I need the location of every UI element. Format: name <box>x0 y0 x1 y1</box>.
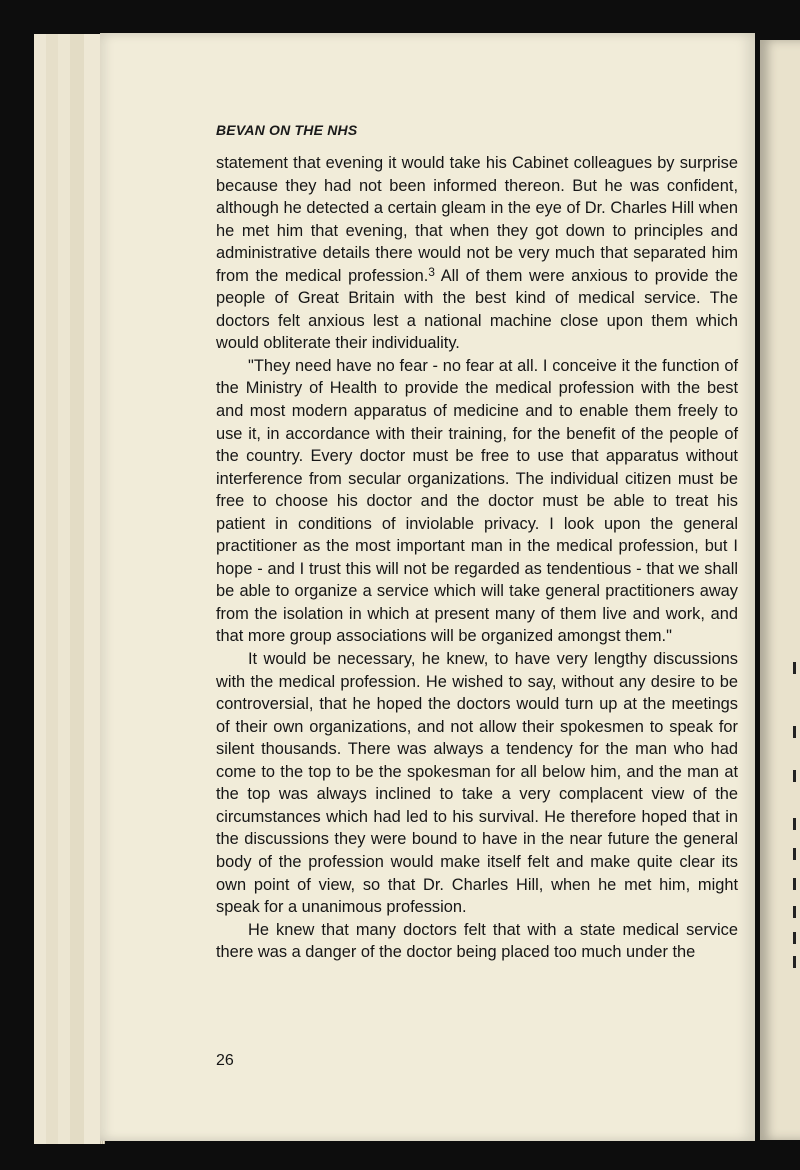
paragraph: It would be necessary, he knew, to have very lengthy discussions with the medical profession. He wished to say, without any desire to be controversial, that he hoped the doctors would turn up at the meetings of their own organizations, and not allow their spokesmen to speak for silent thousands. There was always a tendency for the man who had come to the top to be the spokesman for all below him, and the man at the top was always inclined to take a very complacent view of the circumstances which had led to his survival. He therefore hoped that in the discussions they were bound to have in the near future the general body of the profession would make itself felt and make quite clear its own point of view, so that Dr. Charles Hill, when he met him, might speak for a unanimous profession. <box>216 650 738 917</box>
facing-page-edge <box>760 40 800 1140</box>
paragraph: "They need have no fear - no fear at all. I conceive it the function of the Ministry of Health to provide the medical profession with the best and most modern apparatus of medicine and to enable them freely to use it, in accordance with their training, for the benefit of the people of the country. Every doctor must be free to use that apparatus without interference from secular organizations. The individual citizen must be free to choose his doctor and the doctor must be able to treat his patient in conditions of inviolable privacy. I look upon the general practitioner as the most important man in the medical profession, but I hope - and I trust this will not be regarded as tendentious - that we shall be able to organize a service which will take general practitioners away from the isolation in which at present many of them live and work, and that more group associations will be organized amongst them." <box>216 356 738 646</box>
facing-page-mark <box>793 906 796 918</box>
facing-page-mark <box>793 848 796 860</box>
paragraph-text: All of them were anxious to provide the people of Great Britain with the best kind of medical service. The doctors felt anxious lest a national machine close upon them which would obliterate their individuality. <box>216 266 738 353</box>
facing-page-mark <box>793 770 796 782</box>
paragraph-text: statement that evening it would take his Cabinet colleagues by surprise because they had not been informed thereon. But he was confident, although he detected a certain gleam in the eye of Dr. Charles Hill when he met him that evening, that when they got down to principles and administrative details there would not be very much that separated him from the medical profession. <box>216 154 738 285</box>
facing-page-mark <box>793 878 796 890</box>
page-number: 26 <box>216 1052 234 1069</box>
paragraph: He knew that many doctors felt that with a state medical service there was a danger of the doctor being placed too much under the <box>216 920 738 962</box>
footnote-marker: 3 <box>428 264 435 279</box>
body-text <box>216 152 738 964</box>
facing-page-mark <box>793 662 796 674</box>
facing-page-mark <box>793 726 796 738</box>
running-head: BEVAN ON THE NHS <box>216 122 358 138</box>
facing-page-mark <box>793 818 796 830</box>
facing-page-mark <box>793 932 796 944</box>
facing-page-mark <box>793 956 796 968</box>
page-edge-stack <box>84 34 101 1144</box>
paragraph <box>216 152 738 355</box>
